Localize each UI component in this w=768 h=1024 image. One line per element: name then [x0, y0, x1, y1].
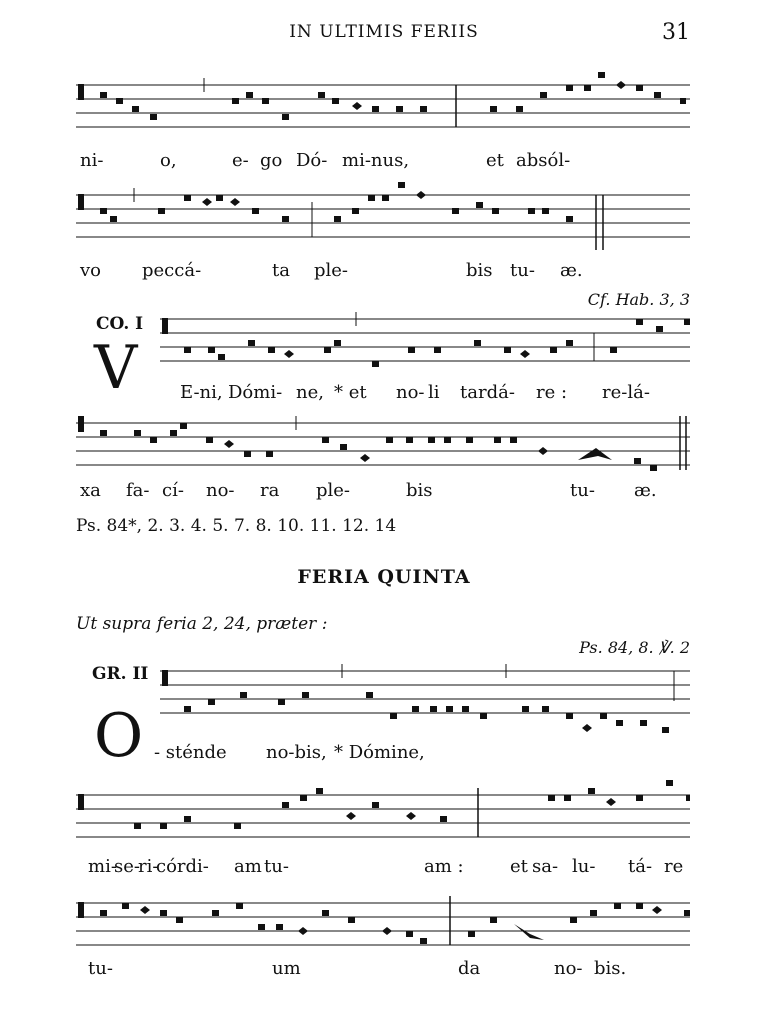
running-title: IN ULTIMIS FERIIS	[289, 22, 479, 42]
lyric: am	[234, 856, 262, 877]
lyric: no-bis,	[266, 742, 327, 763]
lyric: re-lá-	[602, 382, 650, 403]
lyric: ne,	[296, 382, 324, 403]
lyric: ra	[260, 480, 280, 501]
lyric: córdi-	[156, 856, 209, 877]
lyric: um	[272, 958, 301, 979]
lyric: ni-	[80, 150, 104, 171]
lyric: mi-nus,	[342, 150, 410, 171]
section-title: FERIA QUINTA	[297, 566, 471, 588]
lyric: xa	[80, 480, 101, 501]
lyric: se-	[114, 856, 140, 877]
lyric: lu-	[572, 856, 596, 877]
neumes-4	[78, 416, 657, 471]
lyric: cí-	[162, 480, 184, 501]
lyric: bis	[406, 480, 433, 501]
lyric: et	[486, 150, 504, 171]
communion-initial: V	[94, 333, 138, 403]
lyric: * Dómine,	[334, 742, 425, 763]
lyric: sa-	[532, 856, 559, 877]
staff-2	[0, 180, 768, 250]
lyric: no-	[206, 480, 235, 501]
lyric: absól-	[516, 150, 571, 171]
neumes-3	[162, 318, 690, 367]
lyric: no-	[396, 382, 425, 403]
staff-5	[0, 656, 768, 746]
page-number: 31	[662, 20, 690, 45]
lyric: o,	[160, 150, 177, 171]
staff-1	[0, 70, 768, 140]
staff-7	[0, 888, 768, 958]
lyric: am :	[424, 856, 464, 877]
gradual-initial: O	[94, 701, 144, 771]
neumes-2	[78, 182, 573, 222]
lyric: Dómi-	[228, 382, 283, 403]
neumes-6	[78, 780, 690, 829]
lyric: tu-	[570, 480, 595, 501]
lyric: fa-	[126, 480, 150, 501]
lyric: go	[260, 150, 283, 171]
communion-mode-label: CO. I	[96, 314, 144, 334]
lyric: tá-	[628, 856, 653, 877]
lyric: ri-	[138, 856, 159, 877]
lyric: * et	[334, 382, 367, 403]
gradual-mode-label: GR. II	[92, 664, 149, 684]
lyric: et	[510, 856, 528, 877]
lyric: re :	[536, 382, 568, 403]
lyric: E-ni,	[180, 382, 223, 403]
lyric: tu-	[264, 856, 289, 877]
staff-6	[0, 780, 768, 850]
psalm-line: Ps. 84*, 2. 3. 4. 5. 7. 8. 10. 11. 12. 14	[76, 516, 397, 536]
lyric: ta	[272, 260, 290, 281]
lyric: - sténde	[154, 742, 227, 763]
communion-reference: Cf. Hab. 3, 3	[587, 290, 690, 309]
staff-3	[0, 304, 768, 384]
gradual-reference: Ps. 84, 8. ℣. 2	[579, 638, 690, 657]
lyric: re	[664, 856, 684, 877]
lyric: ple-	[314, 260, 349, 281]
lyric: da	[458, 958, 481, 979]
rubric: Ut supra feria 2, 24, prӕter :	[76, 614, 328, 634]
lyric: æ.	[560, 260, 583, 281]
neumes-5	[162, 670, 669, 733]
lyric: vo	[80, 260, 102, 281]
lyric: bis.	[594, 958, 627, 979]
lyric: ple-	[316, 480, 351, 501]
staff-4	[0, 408, 768, 478]
lyric: peccá-	[142, 260, 202, 281]
lyric: bis	[466, 260, 493, 281]
lyric: tu-	[88, 958, 113, 979]
lyric: e-	[232, 150, 249, 171]
lyric: tardá-	[460, 382, 515, 403]
lyric: tu-	[510, 260, 535, 281]
lyric: mi-	[88, 856, 117, 877]
lyric: no-	[554, 958, 583, 979]
lyric: Dó-	[296, 150, 328, 171]
lyric: æ.	[634, 480, 657, 501]
lyric: li	[428, 382, 440, 403]
neumes-7	[78, 902, 690, 944]
